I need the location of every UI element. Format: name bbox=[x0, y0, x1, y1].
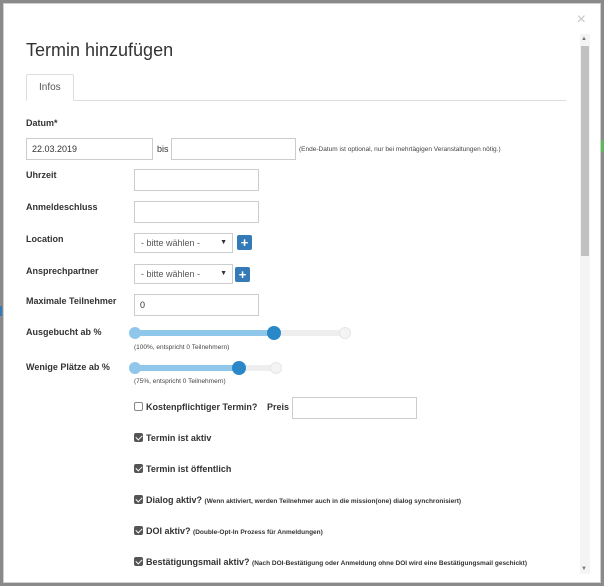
booked-out-slider-handle[interactable] bbox=[267, 326, 281, 340]
confirmation-mail-label: Bestätigungsmail aktiv? bbox=[146, 557, 250, 567]
paid-event-row bbox=[134, 402, 257, 412]
add-appointment-modal bbox=[3, 3, 601, 583]
paid-event-label: Kostenpflichtiger Termin? bbox=[146, 402, 258, 412]
confirmation-mail-checkbox[interactable] bbox=[134, 557, 143, 566]
contact-select[interactable] bbox=[134, 264, 233, 284]
date-start-input[interactable]: 22.03.2019 bbox=[26, 138, 153, 160]
active-checkbox[interactable] bbox=[134, 433, 143, 442]
scroll-down-icon[interactable]: ▼ bbox=[581, 566, 587, 572]
close-icon[interactable]: × bbox=[576, 11, 586, 28]
chevron-down-icon: ▼ bbox=[220, 270, 227, 277]
location-select-value: - bitte wählen - bbox=[141, 238, 201, 248]
active-row bbox=[134, 433, 211, 443]
scrollbar[interactable] bbox=[580, 34, 590, 574]
few-places-slider-fill bbox=[133, 365, 239, 371]
few-places-slider-end bbox=[270, 362, 282, 374]
scroll-up-icon[interactable]: ▲ bbox=[581, 36, 587, 42]
public-label: Termin ist öffentlich bbox=[146, 464, 232, 474]
scrollbar-thumb[interactable] bbox=[581, 46, 589, 256]
few-places-slider-handle[interactable] bbox=[232, 361, 246, 375]
doi-row bbox=[134, 526, 323, 536]
dialog-row bbox=[134, 495, 461, 505]
add-location-button[interactable]: + bbox=[237, 235, 252, 250]
booked-out-slider-start bbox=[129, 327, 141, 339]
few-places-slider[interactable] bbox=[133, 365, 279, 371]
max-participants-label: Maximale Teilnehmer bbox=[26, 296, 117, 306]
background-accent-blue bbox=[0, 306, 2, 316]
few-places-note: (75%, entspricht 0 Teilnehmern) bbox=[134, 378, 226, 385]
chevron-down-icon: ▼ bbox=[220, 239, 227, 246]
add-contact-button[interactable]: + bbox=[235, 267, 250, 282]
location-select[interactable] bbox=[134, 233, 233, 253]
max-participants-input[interactable]: 0 bbox=[134, 294, 259, 316]
confirmation-mail-hint: (Nach DOI-Bestätigung oder Anmeldung ohne DOI wird eine Bestätigungsmail geschickt) bbox=[252, 560, 528, 567]
doi-hint: (Double-Opt-In Prozess für Anmeldungen) bbox=[193, 529, 323, 536]
confirmation-mail-row bbox=[134, 557, 527, 567]
few-places-slider-start bbox=[129, 362, 141, 374]
contact-select-value: - bitte wählen - bbox=[141, 269, 201, 279]
dialog-label: Dialog aktiv? bbox=[146, 495, 203, 505]
anmeldeschluss-label: Anmeldeschluss bbox=[26, 202, 98, 212]
booked-out-slider[interactable] bbox=[133, 330, 349, 336]
ansprechpartner-label: Ansprechpartner bbox=[26, 266, 99, 276]
booked-out-label: Ausgebucht ab % bbox=[26, 327, 102, 337]
active-label: Termin ist aktiv bbox=[146, 433, 212, 443]
price-input[interactable] bbox=[292, 397, 417, 419]
dialog-checkbox[interactable] bbox=[134, 495, 143, 504]
date-end-input[interactable] bbox=[171, 138, 296, 160]
tab-infos[interactable]: Infos bbox=[26, 74, 74, 101]
paid-event-checkbox[interactable] bbox=[134, 402, 143, 411]
doi-checkbox[interactable] bbox=[134, 526, 143, 535]
booked-out-slider-end bbox=[339, 327, 351, 339]
dialog-hint: (Wenn aktiviert, werden Teilnehmer auch in die mission(one) dialog synchronisiert) bbox=[204, 498, 462, 505]
tab-bar bbox=[26, 74, 566, 101]
location-label: Location bbox=[26, 234, 64, 244]
uhrzeit-label: Uhrzeit bbox=[26, 170, 57, 180]
bis-label: bis bbox=[157, 144, 169, 154]
registration-deadline-input[interactable] bbox=[134, 201, 259, 223]
few-places-label: Wenige Plätze ab % bbox=[26, 362, 110, 372]
modal-title: Termin hinzufügen bbox=[26, 40, 174, 60]
public-checkbox[interactable] bbox=[134, 464, 143, 473]
booked-out-slider-fill bbox=[133, 330, 274, 336]
doi-label: DOI aktiv? bbox=[146, 526, 191, 536]
time-input[interactable] bbox=[134, 169, 259, 191]
booked-out-note: (100%, entspricht 0 Teilnehmern) bbox=[134, 344, 230, 351]
preis-label: Preis bbox=[267, 402, 290, 412]
date-hint: (Ende-Datum ist optional, nur bei mehrtägigen Veranstaltungen nötig.) bbox=[299, 146, 501, 153]
datum-label: Datum* bbox=[26, 118, 58, 128]
public-row bbox=[134, 464, 231, 474]
